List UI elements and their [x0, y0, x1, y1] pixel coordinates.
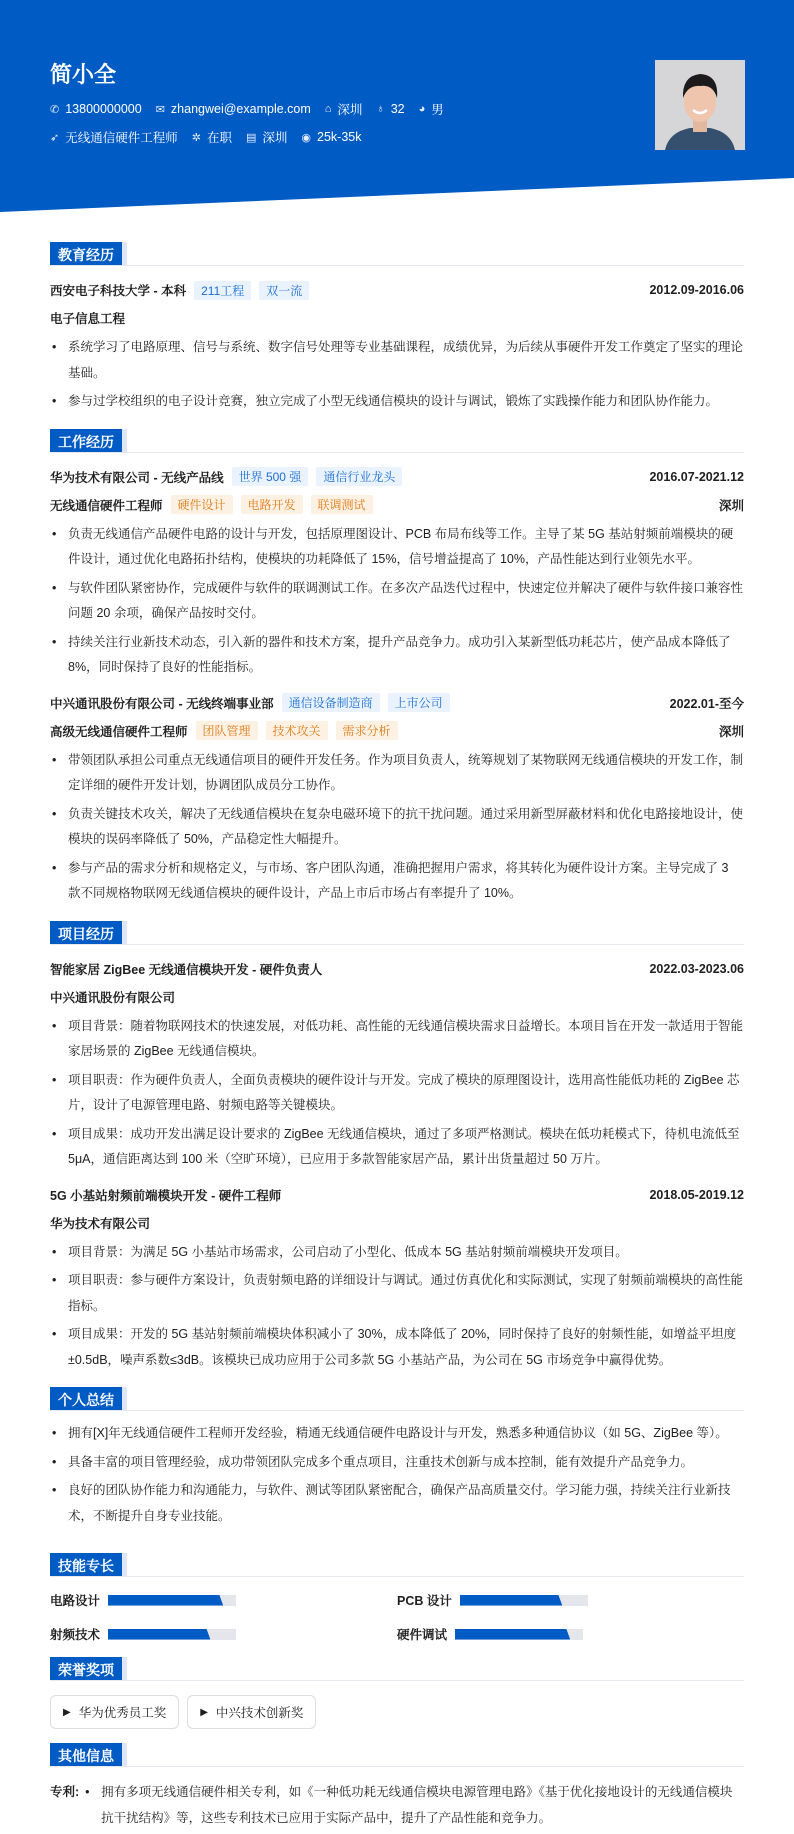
- list-item: • 项目成果：成功开发出满足设计要求的 ZigBee 无线通信模块，通过了多项严格测试。模块在低功耗模式下，待机电流低至 5μA，通信距离达到 100 米（空旷环境），已应用于多款智能家居产品，累计出货量超过 50 万片。: [50, 1122, 744, 1173]
- list-item: • 具备丰富的项目管理经验，成功带领团队完成多个重点项目，注重技术创新与成本控制，能有效提升产品竞争力。: [50, 1450, 744, 1476]
- phone-icon: ✆: [50, 103, 60, 116]
- avatar-photo: [655, 60, 745, 150]
- work-entry: [50, 463, 744, 681]
- award-name: 华为优秀员工奖: [78, 1706, 167, 1720]
- company: 中兴通讯股份有限公司: [50, 990, 176, 1005]
- skill-tag: 电路开发: [241, 495, 303, 514]
- section-education: 教育经历: [50, 242, 744, 266]
- skill-item: [397, 1625, 744, 1643]
- skill-item: [397, 1591, 744, 1609]
- list-item: • 项目背景：随着物联网技术的快速发展，对低功耗、高性能的无线通信模块需求日益增长。本项目旨在开发一款适用于智能家居场景的 ZigBee 无线通信模块。: [50, 1014, 744, 1065]
- job-title: 无线通信硬件工程师: [65, 131, 178, 145]
- project-name: 智能家居 ZigBee 无线通信模块开发 - 硬件负责人: [50, 962, 323, 977]
- list-item: • 参与产品的需求分析和规格定义，与市场、客户团队沟通，准确把握用户需求，将其转化为硬件设计方案。主导完成了 3 款不同规格物联网无线通信模块的硬件设计，产品上市后市场占有率提升了 10%。: [50, 856, 744, 907]
- list-item: • 项目职责：作为硬件负责人，全面负责模块的硬件设计与开发。完成了模块的原理图设计，选用高性能低功耗的 ZigBee 芯片，设计了电源管理电路、射频电路等关键模块。: [50, 1068, 744, 1119]
- skill-fill: [460, 1595, 562, 1606]
- school: 西安电子科技大学 - 本科: [50, 284, 187, 298]
- triangle-right-icon: ▶: [200, 1706, 208, 1718]
- project-entry: [50, 955, 744, 1173]
- city: 深圳: [718, 724, 744, 739]
- skill-bar: [108, 1595, 236, 1606]
- list-item: • 持续关注行业新技术动态，引入新的器件和技术方案，提升产品竞争力。成功引入某新型低功耗芯片，使产品成本降低了 8%，同时保持了良好的性能指标。: [50, 630, 744, 681]
- project-name: 5G 小基站射频前端模块开发 - 硬件工程师: [50, 1188, 282, 1203]
- award-item: [187, 1695, 316, 1729]
- tag: 通信行业龙头: [316, 467, 402, 486]
- skill-bar: [108, 1629, 236, 1640]
- list-item: • 负责关键技术攻关，解决了无线通信模块在复杂电磁环境下的抗干扰问题。通过采用新型屏蔽材料和优化电路接地设计，使模块的误码率降低了 50%，产品稳定性大幅提升。: [50, 802, 744, 853]
- company: 中兴通讯股份有限公司 - 无线终端事业部: [50, 696, 274, 711]
- skill-item: [50, 1591, 397, 1609]
- list-item: • 与软件团队紧密协作，完成硬件与软件的联调测试工作。在多次产品迭代过程中，快速定位并解决了硬件与软件接口兼容性问题 20 余项，确保产品按时交付。: [50, 576, 744, 627]
- list-item: • 项目职责：参与硬件方案设计，负责射频电路的详细设计与调试。通过仿真优化和实际测试，实现了射频前端模块的高性能指标。: [50, 1268, 744, 1319]
- major: 电子信息工程: [50, 312, 126, 326]
- skill-name: PCB 设计: [397, 1594, 452, 1608]
- phone: 13800000000: [65, 102, 142, 116]
- salary: 25k-35k: [317, 130, 362, 144]
- date: 2012.09-2016.06: [649, 283, 744, 297]
- award-name: 中兴技术创新奖: [215, 1706, 304, 1720]
- company: 华为技术有限公司: [50, 1216, 151, 1231]
- date: 2022.03-2023.06: [649, 961, 744, 976]
- tag: 上市公司: [388, 693, 450, 712]
- list-item: • 项目成果：开发的 5G 基站射频前端模块体积减小了 30%，成本降低了 20%，同时保持了良好的射频性能，如增益平坦度 ±0.5dB，噪声系数≤3dB。该模块已成功应用于公司多款 5G 小基站产品，为公司在 5G 市场竞争中赢得优势。: [50, 1322, 744, 1373]
- building-icon: ▤: [245, 131, 257, 144]
- city: 深圳: [718, 498, 744, 513]
- gender-icon: ◕: [418, 103, 426, 115]
- company: 华为技术有限公司 - 无线产品线: [50, 470, 224, 485]
- age: 32: [390, 102, 405, 116]
- job-status: 在职: [206, 131, 232, 145]
- skill-fill: [108, 1629, 210, 1640]
- project-entry: [50, 1181, 744, 1374]
- position: 无线通信硬件工程师: [50, 498, 163, 513]
- resume-body: [50, 228, 744, 1834]
- skill-tag: 联调测试: [311, 495, 373, 514]
- skill-name: 电路设计: [50, 1594, 101, 1608]
- date: 2022.01-至今: [669, 696, 744, 711]
- tag: 通信设备制造商: [282, 693, 380, 712]
- tag: 双一流: [259, 281, 309, 300]
- date: 2018.05-2019.12: [649, 1187, 744, 1202]
- home-icon: ⌂: [324, 103, 332, 115]
- job-row: [50, 128, 361, 146]
- skill-bar: [455, 1629, 583, 1640]
- tag: 211工程: [194, 281, 251, 300]
- list-item: • 参与过学校组织的电子设计竞赛，独立完成了小型无线通信模块的设计与调试，锻炼了实践操作能力和团队协作能力。: [50, 389, 744, 415]
- section-awards: 荣誉奖项: [50, 1657, 744, 1681]
- age-icon: ♁: [376, 103, 385, 115]
- award-item: [50, 1695, 179, 1729]
- send-icon: ➶: [50, 131, 60, 144]
- skill-bar: [460, 1595, 588, 1606]
- position: 高级无线通信硬件工程师: [50, 724, 188, 739]
- other-label: 专利:: [50, 1785, 80, 1799]
- section-other: 其他信息: [50, 1743, 744, 1767]
- email-icon: ✉: [155, 103, 165, 116]
- skill-tag: 技术攻关: [266, 721, 328, 740]
- section-work: 工作经历: [50, 429, 744, 453]
- tag: 世界 500 强: [232, 467, 309, 486]
- section-skills: 技能专长: [50, 1553, 744, 1577]
- list-item: • 拥有多项无线通信硬件相关专利，如《一种低功耗无线通信模块电源管理电路》《基于优化接地设计的无线通信模块抗干扰结构》等，这些专利技术已应用于实际产品中，提升了产品性能和竞争力。: [83, 1780, 744, 1831]
- candidate-name: 简小全: [50, 62, 117, 87]
- skill-item: [50, 1625, 397, 1643]
- skill-fill: [455, 1629, 570, 1640]
- skill-tag: 团队管理: [196, 721, 258, 740]
- skill-tag: 硬件设计: [171, 495, 233, 514]
- skill-name: 硬件调试: [397, 1628, 448, 1642]
- email: zhangwei@example.com: [170, 102, 311, 116]
- contact-row: [50, 100, 444, 118]
- list-item: • 带领团队承担公司重点无线通信项目的硬件开发任务。作为项目负责人，统筹规划了某物联网无线通信模块的开发工作，制定详细的硬件开发计划，协调团队成员分工协作。: [50, 748, 744, 799]
- target-city: 深圳: [262, 131, 288, 145]
- list-item: • 拥有[X]年无线通信硬件工程师开发经验，精通无线通信硬件电路设计与开发，熟悉多种通信协议（如 5G、ZigBee 等）。: [50, 1421, 744, 1447]
- gender: 男: [431, 103, 444, 117]
- city: 深圳: [337, 103, 363, 117]
- skill-tag: 需求分析: [336, 721, 398, 740]
- list-item: • 良好的团队协作能力和沟通能力，与软件、测试等团队紧密配合，确保产品高质量交付。学习能力强，持续关注行业新技术，不断提升自身专业技能。: [50, 1478, 744, 1529]
- section-projects: 项目经历: [50, 921, 744, 945]
- triangle-right-icon: ▶: [63, 1706, 71, 1718]
- status-icon: ✲: [191, 131, 201, 144]
- salary-icon: ◉: [301, 131, 311, 144]
- section-summary: 个人总结: [50, 1387, 744, 1411]
- date: 2016.07-2021.12: [649, 469, 744, 484]
- list-item: • 系统学习了电路原理、信号与系统、数字信号处理等专业基础课程，成绩优异，为后续从事硬件开发工作奠定了坚实的理论基础。: [50, 335, 744, 386]
- skill-name: 射频技术: [50, 1628, 101, 1642]
- work-entry: [50, 689, 744, 907]
- list-item: • 项目背景：为满足 5G 小基站市场需求，公司启动了小型化、低成本 5G 基站射频前端模块开发项目。: [50, 1240, 744, 1266]
- list-item: • 负责无线通信产品硬件电路的设计与开发，包括原理图设计、PCB 布局布线等工作。主导了某 5G 基站射频前端模块的硬件设计，通过优化电路拓扑结构，使模块的功耗降低了 15%，信号增益提高了 10%，产品性能达到行业领先水平。: [50, 522, 744, 573]
- skill-fill: [108, 1595, 223, 1606]
